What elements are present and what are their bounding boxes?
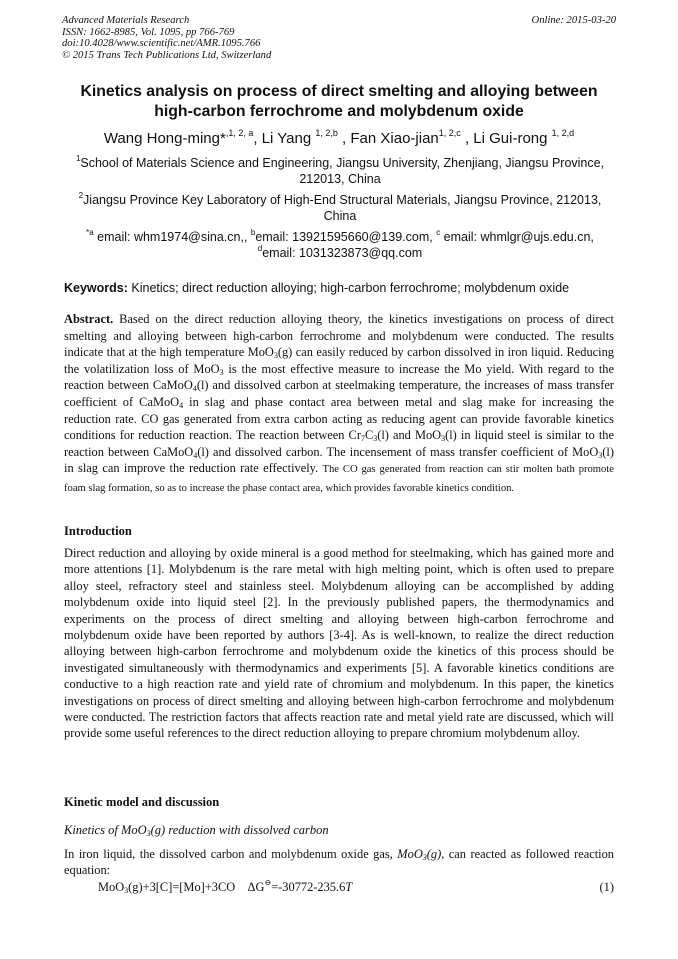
equation-1: MoO$_3$(g)+3[C]=[Mo]+3CO ΔG⊖=-30772-235.6T (1): [98, 878, 614, 895]
kinetic-text: In iron liquid, the dissolved carbon and molybdenum oxide gas, MoO$_3$(g), can reacted as followed reaction equation:: [64, 847, 614, 878]
section-heading-introduction: Introduction: [64, 524, 132, 538]
author-list: [60, 130, 618, 148]
affiliation-2: $^2$Jiangsu Province Key Laboratory of High-End Structural Materials, Jiangsu Province, 212013, China: [78, 191, 602, 223]
author-affil: 1, 2,c: [438, 128, 461, 138]
journal-name: Advanced Materials Research: [62, 15, 190, 26]
equation-number: (1): [599, 880, 614, 894]
section-heading-kinetic-model: Kinetic model and discussion: [64, 795, 220, 809]
author-emails: $^{*a}$ email: whm1974@sina.cn,, $^b$email: 13921595660@139.com, $^c$ email: whmlgr@ujs.edu.cn, $^d$email: 1031323873@qq.com: [86, 228, 594, 260]
author-name: , Li Gui-rong: [460, 130, 552, 147]
subsection-heading: Kinetics of MoO$_3$(g) reduction with dissolved carbon: [64, 823, 329, 838]
author-name: , Fan Xiao-jian: [337, 130, 439, 147]
author-affil: ,1, 2, a: [225, 128, 254, 138]
keywords-text: Kinetics; direct reduction alloying; high-carbon ferrochrome; molybdenum oxide: [127, 281, 570, 295]
online-date: Online: 2015-03-20: [531, 15, 616, 26]
paper-title: Kinetics analysis on process of direct smelting and alloying between high-carbon ferrochrome and molybdenum oxide: [80, 83, 598, 120]
introduction-text: Direct reduction and alloying by oxide mineral is a good method for steelmaking, which has gained more and more attentions [1]. Molybdenum is the rare metal with high melting point, which is often used to prepare alloy steel, refractory steel and stainless steel. Molybdenum alloying can be accomplished by adding molybdenum oxide into liquid steel [2]. In the previously published papers, the thermodynamics and experiments on the process of direct smelting and alloying between high-carbon ferrochrome and molybdenum oxide have been reported by authors [3-4]. As is well-known, to realize the direct reduction alloying between high-carbon ferrochrome and molybdenum oxide the kinetics of this process should be investigated simultaneously with thermodynamics and experiments [5]. A favorable kinetics conditions are conductive to a high reaction rate and yield rate of chromium and molybdenum. In this paper, the kinetics investigations on process of direct smelting and alloying between high-carbon ferrochrome and molybdenum were conducted. The restriction factors that affects reaction rate and metal yield rate are discussed, which will provide some useful references to the direct reduction alloying to prepare chromium molybdenum alloy.: [64, 546, 614, 741]
author-affil: 1, 2,b: [315, 128, 338, 138]
author-name: , Li Yang: [253, 130, 316, 147]
author-name: Wang Hong-ming*: [103, 130, 226, 147]
issn: ISSN: 1662-8985, Vol. 1095, pp 766-769: [62, 26, 235, 38]
doi: doi:10.4028/www.scientific.net/AMR.1095.766: [62, 38, 261, 50]
affiliation-1: $^1$School of Materials Science and Engineering, Jiangsu University, Zhenjiang, Jiangsu Province, 212013, China: [75, 154, 605, 186]
author-affil: 1, 2,d: [551, 128, 575, 138]
abstract-label: Abstract.: [64, 312, 114, 326]
keywords: [64, 280, 616, 296]
copyright: © 2015 Trans Tech Publications Ltd, Switzerland: [62, 49, 272, 61]
abstract: Abstract. Based on the direct reduction alloying theory, the kinetics investigations on process of direct smelting and alloying between high-carbon ferrochrome and molybdenum were conducted. The results indicate that at the high temperature MoO$_3$(g) can easily reduced by carbon dissolved in iron liquid. Reducing the volatilization loss of MoO$_3$ is the most effective measure to increase the Mo yield. With regard to the reaction between CaMoO$_4$(l) and dissolved carbon at steelmaking temperature, the increases of mass transfer coefficient of CaMoO$_4$ in slag and phase contact area between metal and slag make for increasing the reduction rate. CO gas generated from extra carbon acting as reducing agent can provide favorable kinetics conditions for reduction reaction. The reaction between $Cr_7C_3(l)$ and MoO$_3$(l) in liquid steel is similar to the reaction between CaMoO$_4$(l) and dissolved carbon. The incensement of mass transfer coefficient of MoO$_3$(l) in slag can improve the reduction rate effectively. The CO gas generated from reaction can stir molten bath promote foam slag formation, so as to increase the phase contact area, which provides favorable kinetics condition.: [64, 312, 615, 494]
keywords-label: Keywords:: [64, 281, 128, 295]
